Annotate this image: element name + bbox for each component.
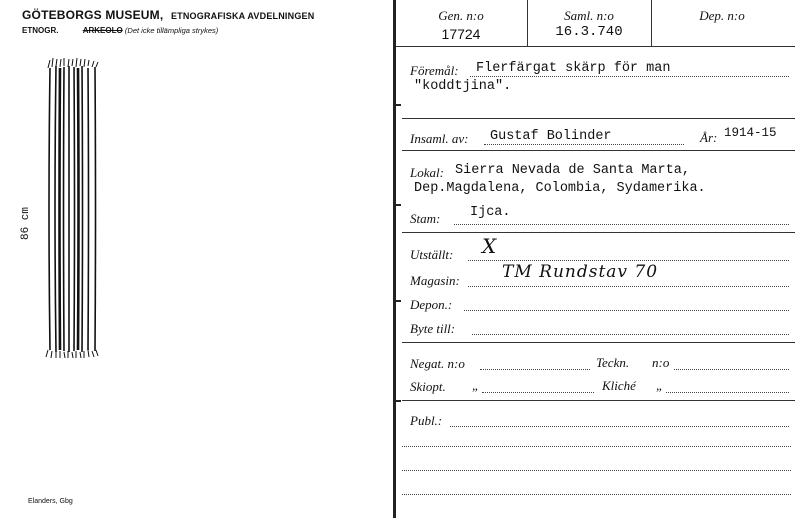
foremal-row-2	[410, 80, 789, 98]
lokal-label: Lokal:	[410, 165, 444, 180]
section-rule	[402, 400, 795, 401]
depon-row	[410, 296, 789, 314]
dotted-line	[454, 224, 789, 225]
magasin-value: TM Rundstav 70	[502, 262, 659, 282]
dotted-line	[484, 144, 684, 145]
negat-row	[410, 355, 789, 373]
department-name: ETNOGRAFISKA AVDELNINGEN	[170, 11, 315, 21]
dotted-line	[402, 446, 791, 447]
header-note: (Det icke tillämpliga strykes)	[124, 26, 219, 35]
insaml-value: Gustaf Bolinder	[490, 129, 612, 144]
card-tick	[393, 400, 401, 402]
negat-label: Negat. n:o	[410, 356, 465, 371]
insaml-row	[410, 126, 789, 148]
dept-code: ETNOGR.	[22, 26, 59, 35]
card-tick	[393, 104, 401, 106]
lokal-row	[410, 164, 789, 182]
magasin-label: Magasin:	[410, 273, 460, 288]
dotted-line	[472, 334, 789, 335]
teckn-label: Teckn.	[596, 355, 630, 370]
kliche-label: Kliché	[602, 378, 636, 393]
catalog-card	[393, 0, 800, 518]
foremal-row	[410, 62, 789, 80]
dotted-line	[450, 426, 789, 427]
byte-row	[410, 320, 789, 338]
foremal-value-line2: "koddtjina".	[414, 79, 512, 94]
dotted-line	[666, 392, 789, 393]
dotted-line	[482, 392, 594, 393]
magasin-row	[410, 262, 789, 290]
gen-number-cell	[396, 0, 526, 46]
dotted-line	[480, 369, 590, 370]
department-subheader	[22, 26, 218, 35]
ar-value: 1914-15	[724, 126, 777, 140]
section-rule	[402, 118, 795, 119]
byte-label: Byte till:	[410, 321, 456, 336]
foremal-value-line1: Flerfärgat skärp för man	[476, 61, 671, 76]
dotted-line	[468, 260, 789, 261]
sash-sketch	[38, 58, 108, 358]
saml-number-value: 16.3.740	[555, 24, 623, 40]
header-rule	[396, 46, 795, 47]
card-tick	[393, 300, 401, 302]
insaml-label: Insaml. av:	[410, 131, 469, 146]
dep-number-cell	[652, 0, 792, 46]
section-rule	[402, 232, 795, 233]
depon-label: Depon.:	[410, 297, 453, 312]
teckn-number-label: n:o	[652, 355, 670, 370]
section-rule	[402, 342, 795, 343]
dotted-line	[402, 470, 791, 471]
museum-header	[22, 8, 314, 22]
skiopt-label: Skiopt.	[410, 379, 446, 394]
foremal-label: Föremål:	[410, 63, 459, 78]
skiopt-row	[410, 378, 789, 396]
museum-name: GÖTEBORGS MUSEUM,	[22, 8, 164, 22]
gen-number-label: Gen. n:o	[438, 8, 484, 23]
dotted-line	[470, 76, 789, 77]
card-tick	[393, 204, 401, 206]
stam-row	[410, 205, 789, 228]
lokal-value-line2: Dep.Magdalena, Colombia, Sydamerika.	[414, 181, 706, 196]
dotted-line	[674, 369, 789, 370]
skiopt-ditto: „	[472, 378, 480, 393]
stam-value: Ijca.	[470, 205, 511, 220]
publ-label: Publ.:	[410, 413, 443, 428]
utstallt-value: X	[482, 234, 498, 258]
saml-number-cell	[528, 0, 650, 46]
publ-row	[410, 412, 789, 430]
dep-number-label: Dep. n:o	[699, 8, 745, 23]
dotted-line	[402, 494, 791, 495]
lokal-value-line1: Sierra Nevada de Santa Marta,	[455, 163, 690, 178]
dotted-line	[464, 310, 789, 311]
kliche-ditto: „	[656, 378, 664, 393]
ar-label: År:	[700, 130, 718, 145]
section-rule	[402, 150, 795, 151]
saml-number-label: Saml. n:o	[564, 8, 614, 23]
struck-word: ARKEOLO	[82, 26, 123, 35]
object-length-label: 86 cm	[20, 206, 32, 240]
printer-mark: Elanders, Gbg	[28, 498, 73, 505]
gen-number-value: 17724	[441, 26, 481, 42]
stam-label: Stam:	[410, 211, 441, 226]
utstallt-label: Utställt:	[410, 247, 454, 262]
lokal-row-2	[410, 182, 789, 200]
dotted-line	[468, 286, 789, 287]
